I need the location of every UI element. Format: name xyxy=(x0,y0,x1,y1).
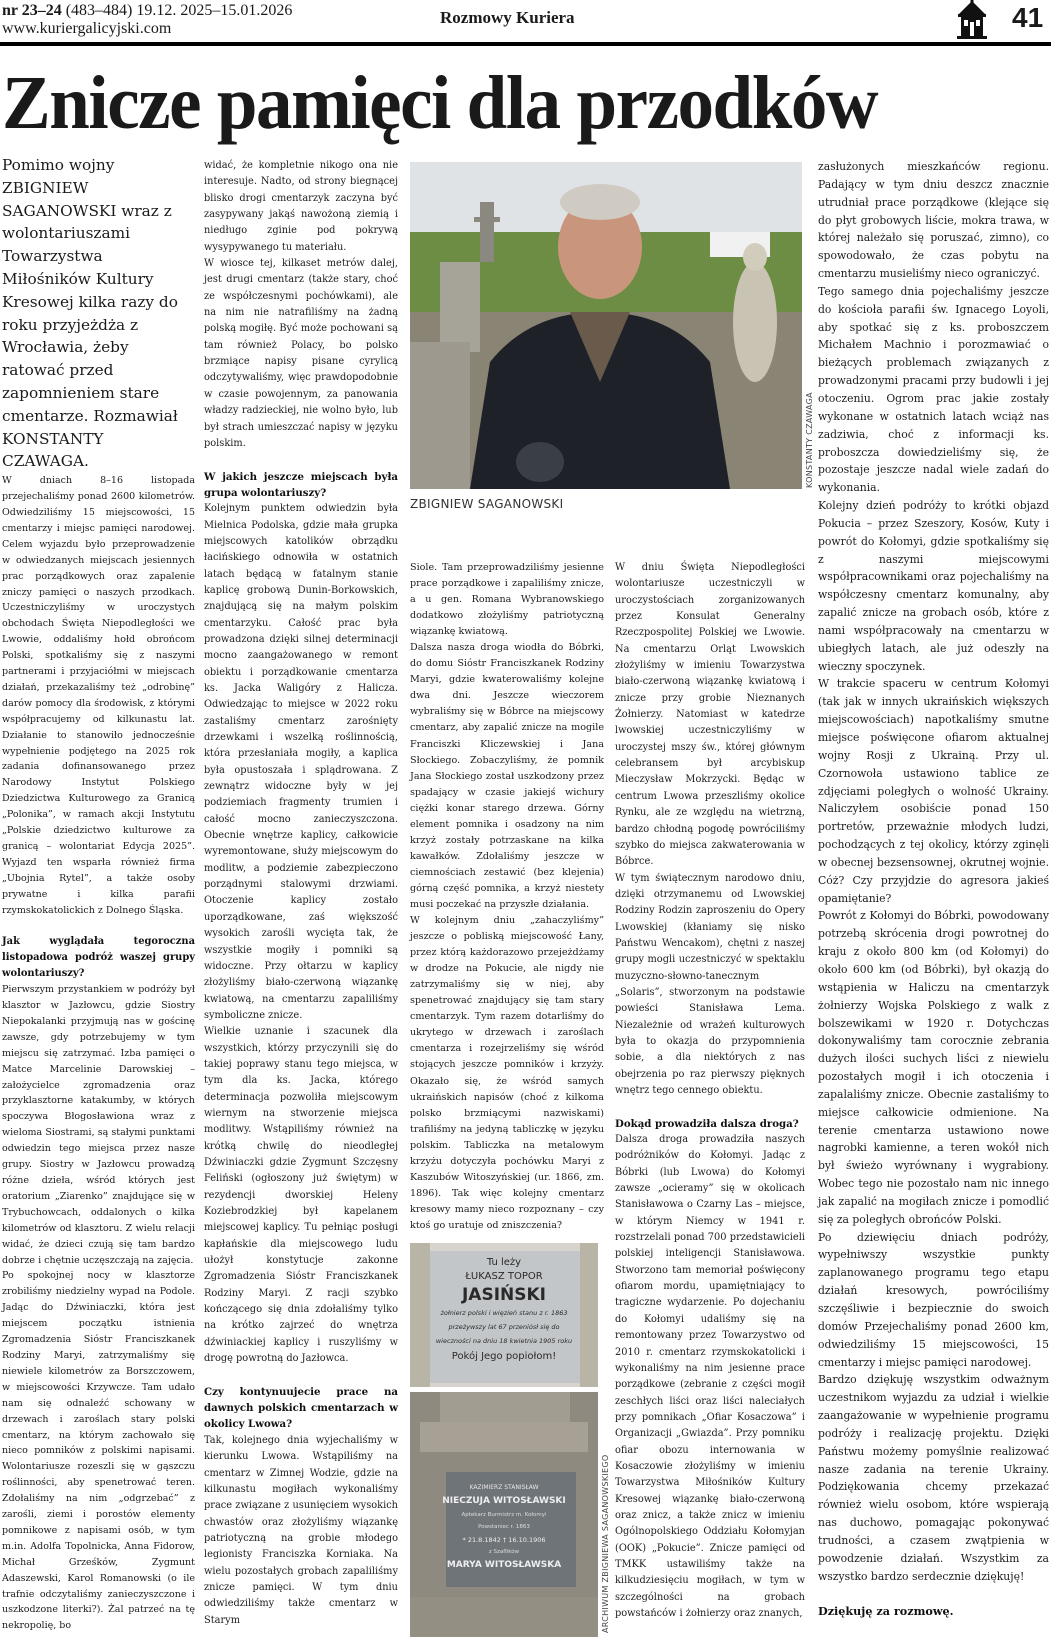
paragraph: Bardzo dziękuję wszystkim odważnym uczestnikom wyjazdu za udział i wielkie zaangażowanie w wypełnienie programu podróży i realizację projektu. Dzięki Państwu możemy pomyślnie realizować nasze zadania na terenie Ukrainy. Podziękowania chcemy przekazać również wielu osobom, które wspierają nas duchowo, pomagając pokonywać trudności, a czasem zwątpienia w powodzenie działań. Wszystkim za wszystko bardzo serdecznie dziękuję! xyxy=(818,1373,1049,1583)
article-lead: Pomimo wojny ZBIGNIEW SAGANOWSKI wraz z wolontariuszami Towarzystwa Miłośników Kultury Kresowej kilka razy do roku przyjeżdża z Wrocławia, żeby ratować przed zapomnieniem stare cmentarze. Rozmawiał KONSTANTY CZAWAGA. xyxy=(2,156,178,471)
photo-credit: KONSTANTY CZAWAGA xyxy=(805,392,814,488)
article-column-3 xyxy=(410,560,604,1234)
archive-credit: ARCHIWUM ZBIGNIEWA SAGANOWSKIEGO xyxy=(601,1454,610,1633)
interview-question: Jak wyglądała tegoroczna listopadowa podróż waszej grupy wolontariuszy? xyxy=(2,936,195,980)
column-body xyxy=(615,560,805,1622)
article-column-4 xyxy=(615,560,805,1622)
page-number: 41 xyxy=(1012,2,1044,33)
photo-caption: ZBIGNIEW SAGANOWSKI xyxy=(410,497,564,511)
stone-line: NIECZUJA WITOSŁAWSKI xyxy=(442,1496,566,1506)
stone-line: ŁUKASZ TOPOR xyxy=(465,1271,543,1282)
paragraph: W trakcie spaceru w centrum Kołomyi (tak jak w innych ukraińskich większych miejscowościach) napotkaliśmy smutne miejsce poświęcone ofiarom aktualnej wojny Rosji z Ukrainą. Przy ul. Czornowoła ustawiono tablice ze zdjęciami poległych o wolność Ukrainy. Naliczyłem osobiście ponad 150 portretów, przeważnie młodych ludzi, pochodzących z tej okolicy, którzy zginęli w obecnej bezsensownej, okrutnej wojnie. Cóż? Czy przyjdzie do agresora jakieś opamiętanie? xyxy=(818,677,1049,905)
paragraph: Wielkie uznanie i szacunek dla wszystkich, którzy przyczynili się do takiej poprawy stanu tego miejsca, w tym dla ks. Jacka, którego determinacja pozwoliła miejscowym wiernym na stworzenie miejsca modlitwy. Wstąpiliśmy również na krótką chwilę do nieodległej Dźwiniaczki gdzie Zygmunt Szczęsny Feliński (ogłoszony już świętym) w rezydencji dworskiej Heleny Koziebrodzkiej był kapelanem miejscowej kaplicy. Tu pełniąc posługi kapłańskie dla miejscowego ludu ułożył konstytucje zakonne Zgromadzenia Sióstr Franciszkanek Rodziny Maryi. Z racji szybko kończącego się dnia zdołaliśmy tylko na krótko zajrzeć do wnętrza dźwiniackiej kaplicy i ruszyliśmy w drogę powrotną do Jazłowca. xyxy=(204,1026,398,1365)
paragraph: widać, że kompletnie nikogo ona nie interesuje. Nadto, od strony biegnącej blisko drogi cmentarzyk zaczyna być zasypywany jakąś nawożoną ziemią i niedługo zginie pod pokrywą wysypywanego tu materiału. xyxy=(204,160,398,253)
paragraph: Tego samego dnia pojechaliśmy jeszcze do kościoła parafii św. Ignacego Loyoli, aby spotkać się z ks. proboszczem Michałem Machnio i porozmawiać o bieżących problemach związanych z prowadzonymi pracami przy budowli i jej otoczeniu. Ogrom prac jakie zostały wykonane w ostatnich latach wciąż nas zadziwia, choć z informacji ks. proboszcza dowiedzieliśmy się, że pozostaje jeszcze nadal wiele zadań do wykonania. xyxy=(818,284,1049,495)
paragraph: Powrót z Kołomyi do Bóbrki, powodowany potrzebą skrócenia drogi powrotnej do kraju z około 800 km (od Kołomyi) do około 600 km (od Bóbrki), był okazją do wstąpienia w Haliczu na cmentarzyk żołnierzy Wojska Polskiego z walk z bolszewikami w 1920 r. Dotychczas dokonywaliśmy tam corocznie zebrania dużych ilości suchych liści z niewielu pozostałych mogił i ich otoczenia i zapalaliśmy znicze. Obecnie zastaliśmy to miejsce całkowicie odmienione. Na terenie cmentarza ustawiono nowe nagrobki kamienne, a teren wokół nich był świeżo wyrównany i wygrabiony. Wobec tego nie pozostało nam nic innego jak zapalić na mogiłach znicze i pomodlić się za poległych obrońców Polski. xyxy=(818,909,1049,1226)
stone-line: Pokój Jego popiołom! xyxy=(451,1351,557,1362)
tower-logo-icon xyxy=(955,0,989,40)
stone-line: przeżywszy lat 67 przeniósł się do xyxy=(448,1323,560,1331)
paragraph: Kolejny dzień podróży to krótki objazd Pokucia – przez Szeszory, Kosów, Kuty i powrót do Kołomyi, gdzie spotkaliśmy się z naszymi miejscowymi współpracownikami oraz pojechaliśmy na współczesny cmentarz komunalny, aby zapalić znicze na grobach osób, które z nami współpracowały na cmentarzu w ubiegłych latach, ale już odeszły na wieczny spoczynek. xyxy=(818,499,1049,673)
interview-question: Czy kontynuujecie prace na dawnych polskich cmentarzach w okolicy Lwowa? xyxy=(204,1385,398,1431)
paragraph: Siole. Tam przeprowadziliśmy jesienne prace porządkowe i zapaliliśmy znicze, a u gen. Romana Wybranowskiego dodatkowo złożyliśmy patriotyczną wiązankę kwiatową. xyxy=(410,562,604,638)
stone-line: * 21.8.1842 † 16.10.1906 xyxy=(462,1536,546,1544)
gravestone-photo-jasinski xyxy=(410,1243,598,1387)
column-body xyxy=(410,560,604,1234)
column-body xyxy=(818,158,1049,1621)
stone-line: żołnierz polski i więzień stanu z r. 1863 xyxy=(440,1309,568,1317)
paragraph: Kolejnym punktem odwiedzin była Mielnica Podolska, gdzie mała grupka miejscowych katolików obrządku łacińskiego odnowiła w ostatnich latach będącą w fatalnym stanie kaplicę grobową Dunin-Borkowskich, znajdującą się na małym polskim cmentarzyku. Całość prac była prowadzona dzięki silnej determinacji mocno zaangażowanego w remont obiektu i porządkowanie cmentarza ks. Jacka Waligóry z Halicza. Odwiedzając to miejsce w 2022 roku zastaliśmy cmentarz zarośnięty drzewkami i wszelką roślinnością, która przesłaniała mogiły, a kaplica była opustoszała i splądrowana. Z zewnątrz widoczne były w jej podziemiach fragmenty trumien i całość mocno zanieczyszczona. Obecnie wnętrze kaplicy, całkowicie wyremontowane, służy miejscowym do modlitw, a podziemie zabezpieczono porządnymi stalowymi drzwiami. Otoczenie kaplicy zostało uporządkowane, zaś większość wysokich zarośli wycięta tak, że wszystkie mogiły i pomniki są widoczne. Przy ołtarzu w kaplicy złożyliśmy biało-czerwoną wiązankę kwiatową, na cmentarzu zapaliliśmy symboliczne znicze. xyxy=(204,503,398,1021)
paragraph: Po spokojnej nocy w klasztorze zrobiliśmy niedzielny wypad na Podole. Jadąc do Dźwiniaczki, która jest miejscem początku istnienia Zgromadzenia Sióstr Franciszkanek Rodziny Maryi, zatrzymaliśmy się niewiele kilometrów za Borszczowem, w miejscowości Krzywcze. Tam udało nam się odnaleźć schowany w drzewach i zaroślach stary polski cmentarz, na którym zachowało się nieco pomników z polskimi napisami. Wolontariusze rozeszli się w gąszczu roślinności, aby spenetrować teren. Zdołaliśmy na nim „odgrzebać” z zarośli, ziemi i porostów elementy pomnikowe z napisami osób, w tym m.in. Adolfa Topolnicka, Anna Fidorow, Michał Grześków, Zygmunt Adaszewski, Karol Romanowski (o ile trafnie odczytaliśmy zanieczyszczone i uszkodzone literki?). Żal patrzeć na tę nekropolię, bo xyxy=(2,1270,195,1632)
stone-line: JASIŃSKI xyxy=(461,1285,547,1305)
paragraph: W dniu Święta Niepodległości wolontariusze uczestniczyli w uroczystościach zorganizowanych przez Konsulat Generalny Rzeczpospolitej Polskiej we Lwowie. Na cmentarzu Orląt Lwowskich złożyliśmy w imieniu Towarzystwa biało-czerwoną wiązankę kwiatową i znicze przy grobie Nieznanych Żołnierzy. Natomiast w katedrze lwowskiej uczestniczyliśmy w uroczystej mszy św., której głównym celebransem był arcybiskup Mieczysław Mokrzycki. Będąc w centrum Lwowa przeszliśmy okolice Rynku, ale ze względu na wietrzną, bardzo chłodną pogodę powróciliśmy szybko do miejsca zakwaterowania w Bóbrce. xyxy=(615,562,805,868)
stone-line: Tu leży xyxy=(486,1257,522,1268)
stone-line: Powstaniec r. 1863 xyxy=(478,1524,530,1530)
paragraph: W tym świątecznym narodowo dniu, dzięki otrzymanemu od Lwowskiej Rodziny Rodzin zaproszeniu do Opery Lwowskiej (kłaniamy się nisko Państwu Wencakom), chętni z naszej grupy mogli uczestniczyć w spektaklu muzyczno-słowno-tanecznym „Solaris”, stworzonym na podstawie powieści Stanisława Lema. Niezależnie od wrażeń kulturowych była to okazja do przypomnienia sobie, a dla niektórych z nas obejrzenia po raz pierwszy pięknych wnętrz tego cennego obiektu. xyxy=(615,872,805,1096)
gravestone-photo-witoslawski xyxy=(410,1392,598,1637)
header-rule xyxy=(0,42,1051,46)
issue-line xyxy=(2,2,292,20)
paragraph: Dalsza droga prowadziła naszych podróżników do Kołomyi. Jadąc z Bóbrki (lub Lwowa) do Kołomyi zawsze „ocieramy” się w okolicach Stanisławowa o Czarny Las – miejsce, w którym Niemcy w 1941 r. rozstrzelali ponad 700 przedstawicieli polskiej inteligencji Stanisławowa. Stworzono tam memoriał poświęcony ofiarom mordu, upamiętniający to tragiczne wydarzenie. Po dojechaniu do Kołomyi udaliśmy się na remontowany przez Towarzystwo od 2010 r. cmentarz rzymskokatolicki i wykonaliśmy na nim jesienne prace porządkowe (zebranie z części mogił zeschłych liści oraz liści naleciałych przy pomnikach „Ofiar Kosaczowa” i Organizacji „Gwiazda”. Przy pomniku ofiar obozu internowania w Kosaczowie złożyliśmy w imieniu Towarzystwa Miłośników Kultury Kresowej wiązankę biało-czerwoną oraz znicz, a także znicz w imieniu Ogólnopolskiego Oddziału Kołomyjan (OOK) „Pokucie”. Znicze pamięci od TMKK ustawiliśmy także na kilkudziesięciu mogiłach, w tym w szczególności na grobach powstańców i żołnierzy oraz znanych, xyxy=(615,1134,805,1619)
section-title: Rozmowy Kuriera xyxy=(440,8,575,27)
paragraph: zasłużonych mieszkańców regionu. Padający w tym dniu deszcz znacznie utrudniał prace porządkowe (klejące się do płyt grobowych liście, mokra trawa, w której należało się poruszać, zimno), co spowodowało, że czas pobytu na cmentarzu musieliśmy nieco ograniczyć. xyxy=(818,160,1049,281)
article-title: Znicze pamięci dla przodków xyxy=(2,61,878,145)
paragraph: Dalsza nasza droga wiodła do Bóbrki, do domu Sióstr Franciszkanek Rodziny Maryi, gdzie kwaterowaliśmy kolejne dwa dni. Jeszcze wieczorem wybraliśmy się w Bóbrce na miejscowy cmentarz, aby zapalić znicze na mogile Franciszki Kliczewskiej i Jana Słockiego. Zobaczyliśmy, że pomnik Jana Słockiego został uszkodzony przez spadający w czasie jakiejś wichury ciężki konar starego drzewa. Górny element pomnika i osadzony na nim krzyż zostały potrzaskane na kilka kawałków. Zdołaliśmy jeszcze w ciemnościach zestawić (bez klejenia) górną część pomnika, a krzyż niestety musi poczekać na przyszłe działania. xyxy=(410,642,604,910)
interview-question: Dokąd prowadziła dalsza droga? xyxy=(615,1117,799,1130)
stone-line: wieczności na dniu 18 kwietnia 1905 roku xyxy=(435,1337,573,1345)
article-column-2 xyxy=(204,158,398,1629)
issue-dates: (483–484) 19.12. 2025–15.01.2026 xyxy=(61,2,293,19)
interview-question: Dziękuję za rozmowę. xyxy=(818,1604,954,1619)
column-body xyxy=(204,158,398,1629)
masthead-info xyxy=(2,2,292,38)
article-column-1 xyxy=(2,154,195,1634)
stone-line: MARYA WITOSŁAWSKA xyxy=(446,1560,562,1570)
paragraph: W kolejnym dniu „zahaczyliśmy” jeszcze o pobliską miejscowość Łany, przez którą każdorazowo przejeżdżamy w drodze na Pokucie, ale nigdy nie zatrzymaliśmy się w niej, aby spenetrować znajdujący się tam stary cmentarzyk. Tym razem dotarliśmy do ukrytego w drzewach i zaroślach cmentarza i rozejrzeliśmy się wśród stojących jeszcze pomników i krzyży. Okazało się, że wśród samych ukraińskich napisów (choć z kilkoma polsko brzmiącymi nazwiskami) trafiliśmy na jedyną tabliczkę w języku polskim. Tabliczka na metalowym krzyżu dotyczyła pochówku Maryi z Kaszubów Witoszyńskiej (ur. 1866, zm. 1896). Tak więc kolejny cmentarz kresowy mamy nieco rozpoznany – czy ktoś go uratuje od zniszczenia? xyxy=(410,915,604,1231)
paragraph: Pierwszym przystankiem w podróży był klasztor w Jazłowcu, gdzie Siostry Niepokalanki przyjmują nas w gościnę zawsze, gdy potrzebujemy w tym miejscu się zatrzymać. Izba pamięci o Matce Marcelinie Darowskiej – założycielce zgromadzenia oraz przyklasztorne katakumby, w których spoczywa Błogosławiona wraz z wieloma Siostrami, są stałymi punktami odwiedzin tego miejsca przez nasze grupy. Siostry w Jazłowcu prowadzą różne dzieła, wśród których jest oratorium „Ziarenko” znajdujące się w Trybuchowcach, oddalonych o kilka kilometrów od klasztoru. Z wielu relacji widać, że dzieci czują się tam bardzo dobrze i chętnie uczęszczają na zajęcia. xyxy=(2,984,195,1266)
paragraph: Tak, kolejnego dnia wyjechaliśmy w kierunku Lwowa. Wstąpiliśmy na cmentarz w Zimnej Wodzie, gdzie na kilkunastu mogiłach wykonaliśmy prace związane z usunięciem wysokich chwastów oraz złożyliśmy wiązankę patriotyczną na grobie młodego legionisty Franciszka Korniaka. Na wielu pozostałych grobach zapaliliśmy znicze pamięci. W tym dniu odwiedziliśmy także cmentarz w Starym xyxy=(204,1434,398,1626)
paragraph: W wiosce tej, kilkaset metrów dalej, jest drugi cmentarz (także stary, choć ze współczesnymi pochówkami), ale na nim nie natrafiliśmy na żadną polską mogiłę. Być może pochowani są tam również Polacy, bo polsko brzmiące napisy pisane cyrylicą odczytywaliśmy, więc prawdopodobnie w czasie powojennym, za panowania władzy radzieckiej, nie wolno było, lub był strach umieszczać napisy w języku polskim. xyxy=(204,258,398,449)
article-column-5 xyxy=(818,158,1049,1621)
portrait-photo xyxy=(410,162,802,489)
stone-line: z Szaflików xyxy=(488,1549,520,1555)
interview-question: W jakich jeszcze miejscach była grupa wolontariuszy? xyxy=(204,470,398,499)
website-link[interactable]: www.kuriergalicyjski.com xyxy=(2,20,172,37)
stone-line: Aptekarz Burmistrz m. Kołomyi xyxy=(461,1512,547,1518)
stone-line: KAZIMIERZ STANISŁAW xyxy=(469,1484,539,1491)
column-body xyxy=(2,473,195,1634)
issue-number: nr 23–24 xyxy=(2,2,62,19)
paragraph: Po dziewięciu dniach podróży, wypełniwszy wszystkie punkty zaplanowanego programu tego etapu działań kresowych, powróciliśmy szczęśliwie i bezpiecznie do swoich domów Przejechaliśmy ponad 2600 km, odwiedziliśmy 15 miejscowości, 15 cmentarzy i miejsc pamięci narodowej. xyxy=(818,1230,1049,1369)
paragraph: W dniach 8–16 listopada przejechaliśmy ponad 2600 kilometrów. Odwiedziliśmy 15 miejscowości, 15 cmentarzy i miejsc pamięci narodowej. Celem wyjazdu było przeprowadzenie w odwiedzanych miejscach jesiennych prac porządkowych oraz zapalenie zniczy pamięci o naszych przodkach. Uczestniczyliśmy w uroczystych obchodach Święta Niepodległości we Lwowie, oddaliśmy hołd obrońcom Polski, spotkaliśmy się z naszymi partnerami i przyjaciółmi w miejscach działań, przekazaliśmy też „odrobinę” darów pomocy dla środowisk, z którymi współpracujemy od kilkunastu lat. Działanie to stanowiło jednocześnie wypełnienie podjętego na 2025 rok zadania dofinansowanego przez Narodowy Instytut Polskiego Dziedzictwa Kulturowego za Granicą „Polonika”, w ramach akcji Instytutu „Polskie dziedzictwo kulturowe za granicą – wolontariat Edycja 2025”. Wyjazd ten wsparła również firma „Ubojnia Rytel”, a także osoby prywatne i kilka parafii rzymskokatolickich z Dolnego Śląska. xyxy=(2,475,195,916)
